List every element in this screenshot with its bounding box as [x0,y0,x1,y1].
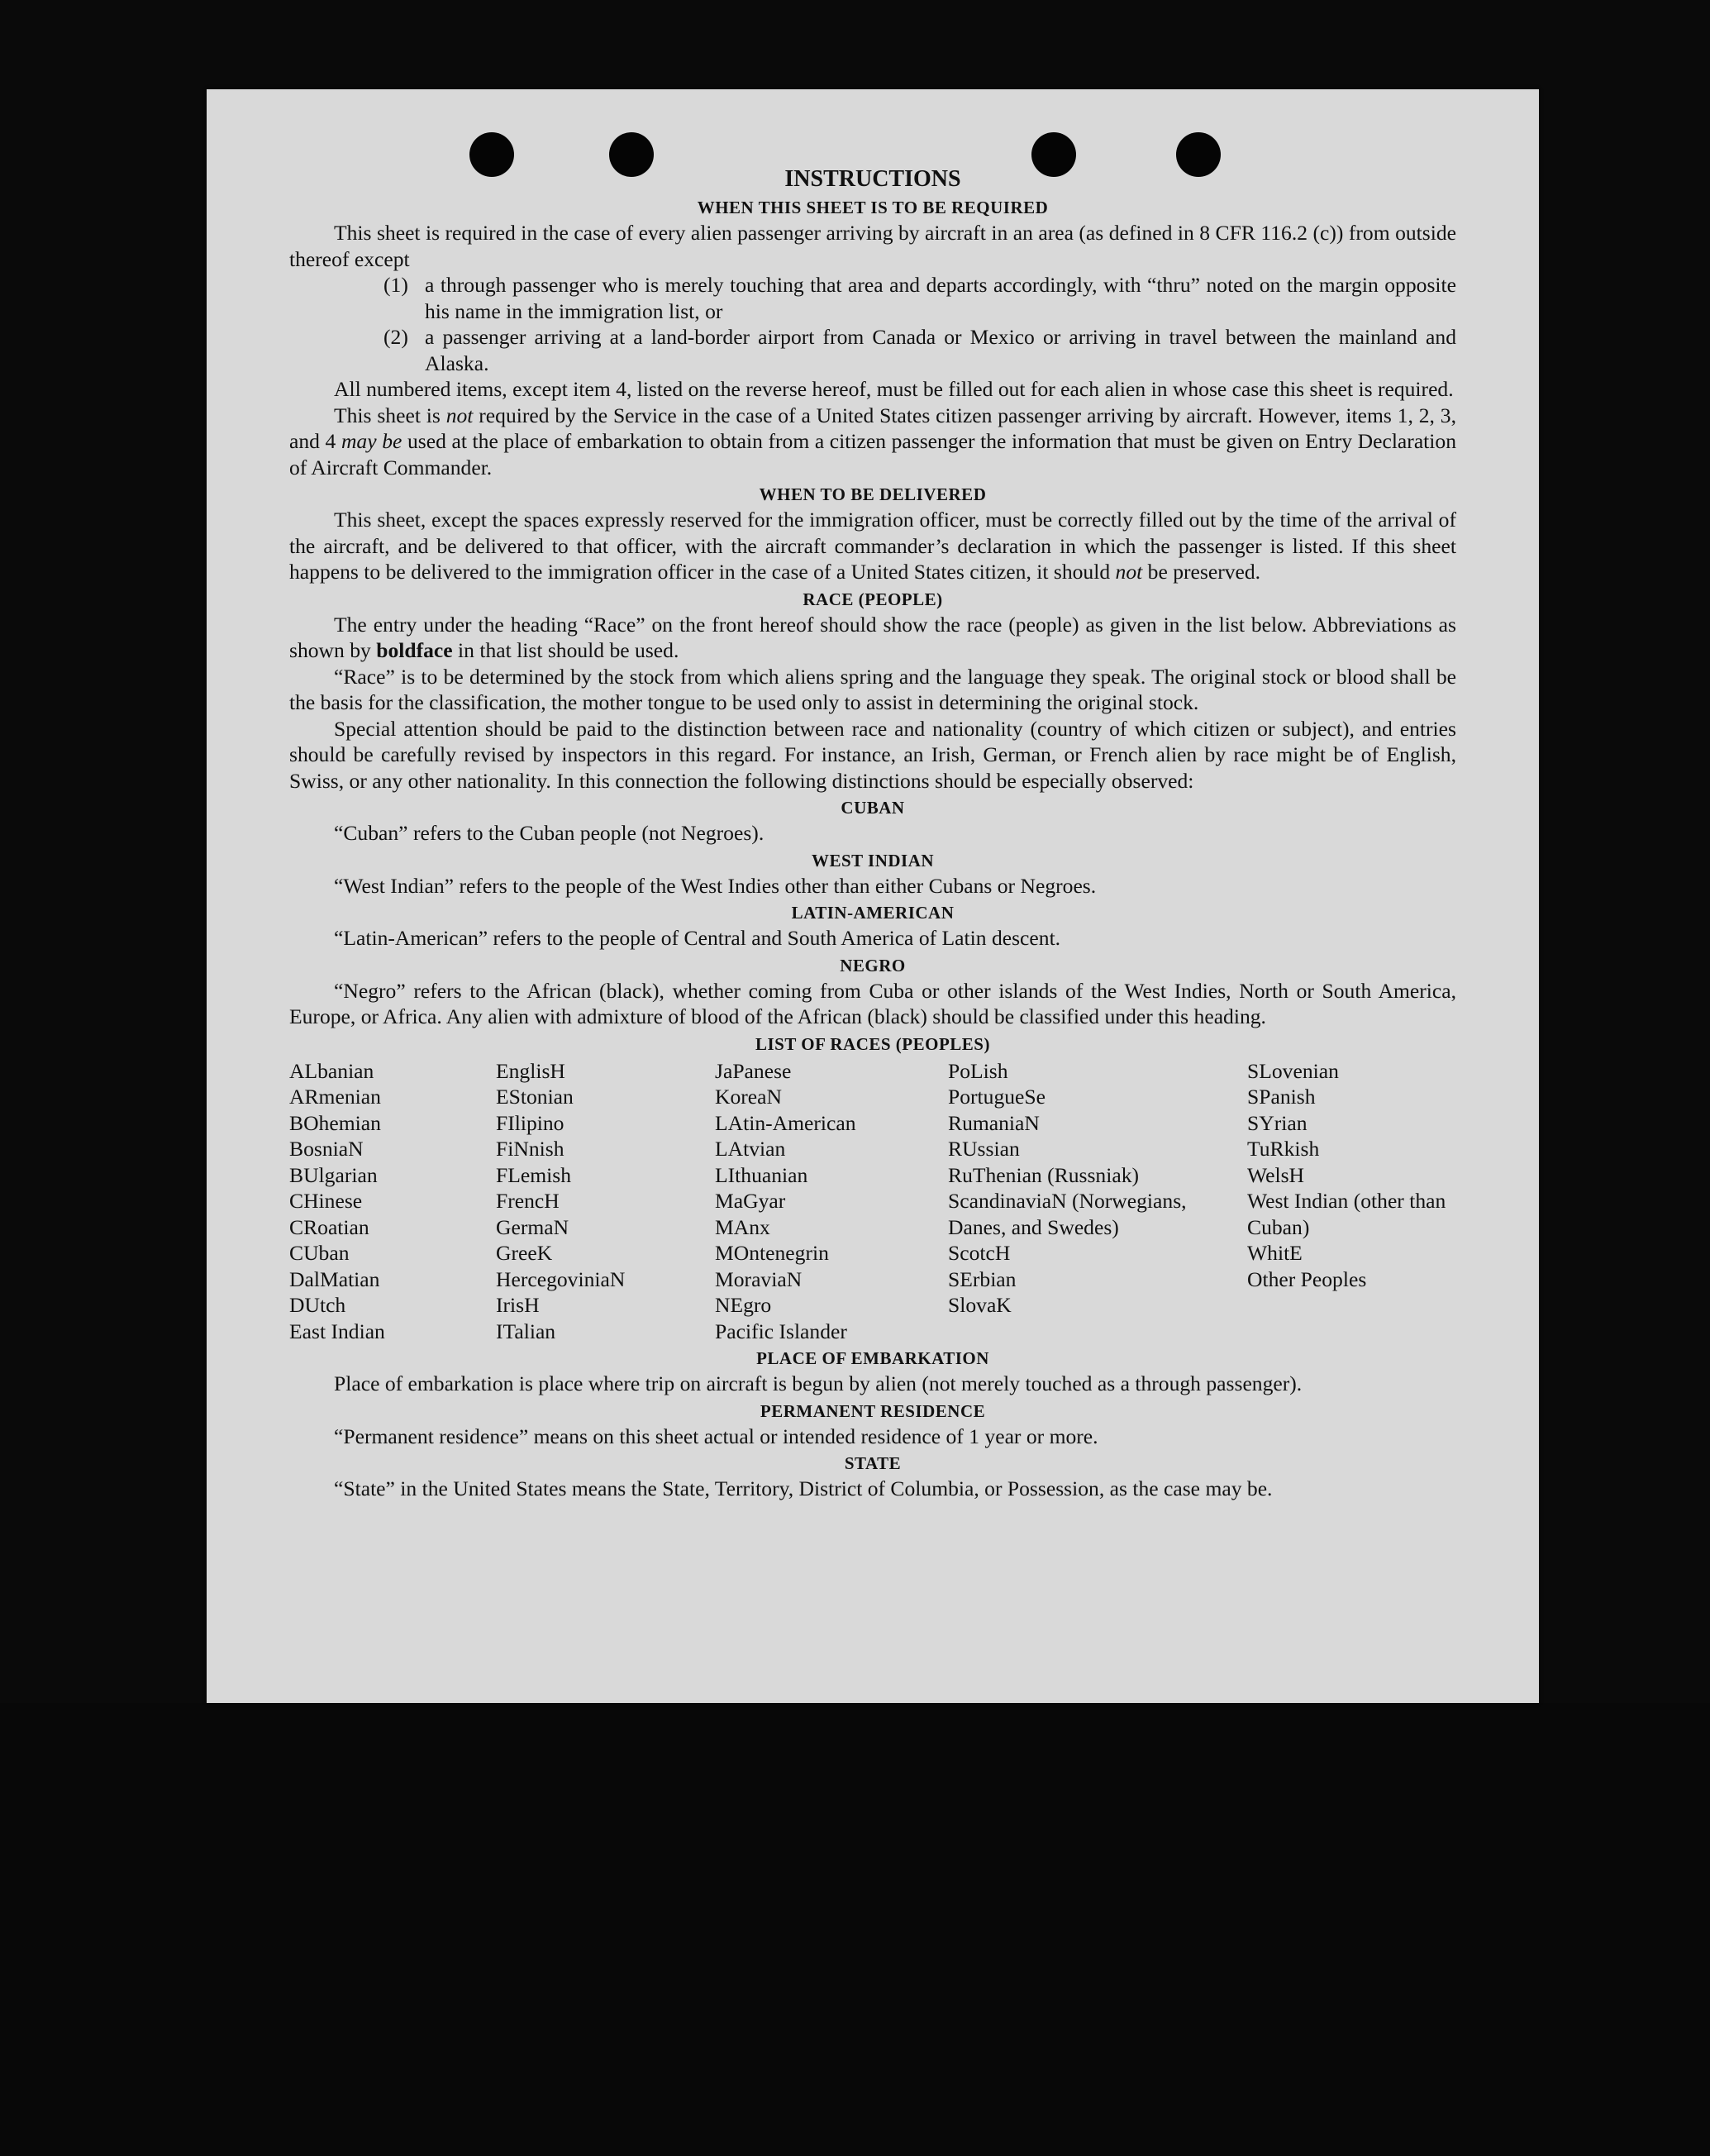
race-item: ARmenian [289,1085,381,1109]
race-item: LIthuanian [715,1162,808,1187]
race-item: LAtvian [715,1137,786,1161]
exception-text: a passenger arriving at a land-border airport from Canada or Mexico or arriving in travel between the mainland and Alaska. [425,325,1456,375]
paragraph-race-definition: “Race” is to be determined by the stock from which aliens spring and the language they speak. The original stock or blood shall be the basis for the classification, the mother tongue to be used only to assist in determining the original stock. [289,664,1456,714]
race-item: CRoatian [289,1214,369,1239]
race-item: SlovaK [948,1293,1012,1317]
races-column [715,1058,948,1345]
race-item: MaGyar [715,1189,786,1213]
paragraph-west-indian: “West Indian” refers to the people of the West Indies other than either Cubans or Negroes. [334,873,1097,898]
race-item: MAnx [715,1214,770,1239]
race-item: FIlipino [496,1110,564,1135]
exception-number: (2) [383,325,408,349]
race-item: BUlgarian [289,1162,378,1187]
race-item: DUtch [289,1293,346,1317]
race-item: PoLish [948,1058,1008,1083]
race-item: Other Peoples [1247,1266,1367,1291]
paragraph-residence: “Permanent residence” means on this sheet actual or intended residence of 1 year or more. [334,1424,1098,1448]
race-item: ScotcH [948,1241,1011,1265]
page-title: INSTRUCTIONS [784,166,961,192]
race-item: FLemish [496,1162,572,1187]
race-item: GreeK [496,1241,553,1265]
race-item: RUssian [948,1137,1020,1161]
document-sheet [207,89,1539,1703]
heading-when-required: WHEN THIS SHEET IS TO BE REQUIRED [697,198,1049,217]
race-item: IrisH [496,1293,540,1317]
heading-race: RACE (PEOPLE) [803,589,943,609]
race-item: SLovenian [1247,1058,1339,1083]
exception-item [289,324,1456,376]
exception-text: a through passenger who is merely touching that area and departs accordingly, with “thru” noted on the margin opposite his name in the immigration list, or [425,273,1456,323]
race-item: BOhemian [289,1110,381,1135]
race-item: RuThenian (Russniak) [948,1162,1140,1187]
exception-item [289,272,1456,324]
races-column [1247,1058,1456,1345]
races-list [289,1058,1456,1345]
race-item: RumaniaN [948,1110,1040,1135]
race-item: ITalian [496,1319,556,1343]
race-item: EStonian [496,1085,574,1109]
race-item: East Indian [289,1319,385,1343]
race-item: MoraviaN [715,1266,803,1291]
heading-state: STATE [844,1453,902,1473]
race-item: ALbanian [289,1058,374,1083]
heading-cuban: CUBAN [841,798,905,818]
race-item: LAtin-American [715,1110,856,1135]
race-item: KoreaN [715,1085,783,1109]
races-column [289,1058,496,1345]
paragraph-race-entry: The entry under the heading “Race” on the front hereof should show the race (people) as given in the list below. Abbreviations as shown by boldface in that list should be used. [289,612,1456,662]
exception-number: (1) [383,273,408,297]
race-item: PortugueSe [948,1085,1046,1109]
paragraph-state: “State” in the United States means the State, Territory, District of Columbia, or Possession, as the case may be. [334,1476,1273,1500]
races-column [948,1058,1247,1345]
paragraph-race-nationality: Special attention should be paid to the distinction between race and nationality (country of which citizen or subject), and entries should be carefully revised by inspectors in this regard. For instance, an Irish, German, or French alien by race might be of English, Swiss, or any other nationality. In this connection the following distinctions should be especially observed: [289,716,1456,793]
paragraph-when-required: This sheet is required in the case of every alien passenger arriving by aircraft in an area (as defined in 8 CFR 116.2 (c)) from outside thereof except [289,221,1456,271]
heading-negro: NEGRO [840,955,906,975]
race-item: FrencH [496,1189,560,1213]
paragraph-embarkation: Place of embarkation is place where trip on aircraft is begun by alien (not merely touched as a through passenger). [334,1371,1303,1395]
paragraph-negro: “Negro” refers to the African (black), whether coming from Cuba or other islands of the West Indies, North or South America, Europe, or Africa. Any alien with admixture of blood of the African (black) should be classified under this heading. [289,978,1456,1028]
race-item: SPanish [1247,1085,1316,1109]
race-item: CHinese [289,1189,363,1213]
heading-when-delivered: WHEN TO BE DELIVERED [759,484,987,504]
race-item: SErbian [948,1266,1017,1291]
race-item: DalMatian [289,1266,380,1291]
race-item: NEgro [715,1293,772,1317]
race-item: JaPanese [715,1058,792,1083]
race-item: Pacific Islander [715,1319,847,1343]
race-item: ScandinaviaN (Norwegians, Danes, and Swedes) [948,1189,1187,1239]
heading-embarkation: PLACE OF EMBARKATION [756,1348,989,1368]
race-item: WhitE [1247,1241,1303,1265]
heading-residence: PERMANENT RESIDENCE [760,1400,986,1421]
paragraph-latin-american: “Latin-American” refers to the people of Central and South America of Latin descent. [334,926,1061,950]
race-item: MOntenegrin [715,1241,829,1265]
race-item: West Indian (other than Cuban) [1247,1189,1446,1239]
race-item: GermaN [496,1214,569,1239]
paragraph-cuban: “Cuban” refers to the Cuban people (not Negroes). [334,821,764,845]
race-item: SYrian [1247,1110,1308,1135]
race-item: CUban [289,1241,350,1265]
race-item: TuRkish [1247,1137,1320,1161]
paragraph-when-delivered: This sheet, except the spaces expressly reserved for the immigration officer, must be correctly filled out by the time of the arrival of the aircraft, and be delivered to that officer, with the aircraft commander’s declaration in which the passenger is listed. If this sheet happens to be delivered to the immigration officer in the case of a United States citizen, it should not be preserved. [289,508,1456,584]
paragraph-citizen: This sheet is not required by the Service in the case of a United States citizen passenger arriving by aircraft. However, items 1, 2, 3, and 4 may be used at the place of embarkation to obtain from a citizen passenger the information that must be given on Entry Declaration of Aircraft Commander. [289,403,1456,479]
heading-list-of-races: LIST OF RACES (PEOPLES) [755,1033,990,1054]
race-item: HercegoviniaN [496,1266,626,1291]
film-border [0,1703,1710,2156]
race-item: EnglisH [496,1058,565,1083]
race-item: BosniaN [289,1137,364,1161]
race-item: WelsH [1247,1162,1305,1187]
heading-west-indian: WEST INDIAN [811,850,935,871]
heading-latin-american: LATIN-AMERICAN [791,903,955,923]
race-item: FiNnish [496,1137,564,1161]
paragraph-numbered-items: All numbered items, except item 4, listed on the reverse hereof, must be filled out for each alien in whose case this sheet is required. [334,377,1454,401]
races-column [496,1058,715,1345]
instructions-content [289,165,1456,1502]
